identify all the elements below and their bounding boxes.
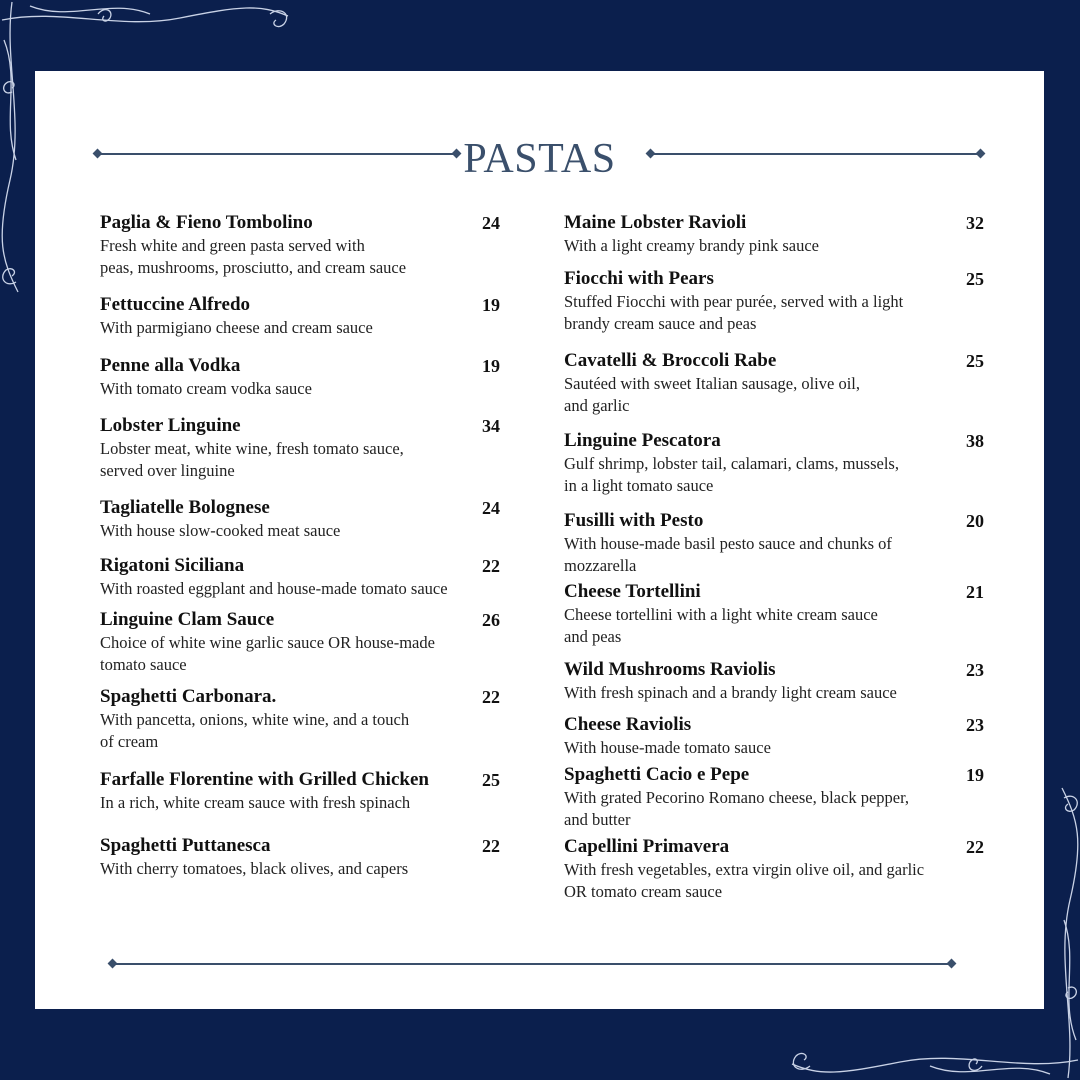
menu-item-description: With tomato cream vodka sauce — [100, 379, 312, 398]
title-row — [35, 135, 1044, 185]
menu-item-name: Lobster Linguine — [100, 415, 241, 436]
menu-item-price: 32 — [966, 213, 984, 233]
menu-item-header — [100, 554, 500, 578]
menu-item-name: Fettuccine Alfredo — [100, 294, 251, 315]
menu-item-price: 25 — [966, 269, 984, 289]
menu-item-header — [100, 685, 500, 709]
menu-item-header — [100, 834, 500, 858]
menu-item — [564, 835, 984, 903]
menu-item-header — [564, 658, 984, 682]
menu-item — [100, 834, 500, 880]
menu-item-name: Fiocchi with Pears — [564, 268, 714, 289]
menu-item-description: With cherry tomatoes, black olives, and capers — [100, 859, 409, 878]
menu-item-description: With house-made basil pesto sauce and chunks of mozzarella — [564, 534, 892, 575]
menu-item — [564, 211, 984, 257]
menu-item-header — [100, 211, 500, 235]
menu-item-price: 38 — [966, 431, 984, 451]
menu-item — [564, 658, 984, 704]
menu-item — [100, 554, 500, 600]
menu-item-name: Spaghetti Puttanesca — [100, 835, 271, 856]
menu-item-description: With fresh vegetables, extra virgin olive oil, and garlic OR tomato cream sauce — [564, 860, 925, 901]
menu-item — [564, 763, 984, 831]
menu-item — [100, 293, 500, 339]
menu-item-description: With roasted eggplant and house-made tomato sauce — [100, 579, 448, 598]
menu-item-name: Cheese Tortellini — [564, 581, 701, 602]
menu-item-header — [564, 835, 984, 859]
menu-item-header — [564, 763, 984, 787]
menu-item-price: 24 — [482, 213, 500, 233]
menu-item-price: 25 — [482, 770, 500, 790]
menu-item-price: 22 — [966, 837, 984, 857]
menu-item-name: Fusilli with Pesto — [564, 510, 704, 531]
menu-item-name: Wild Mushrooms Raviolis — [564, 659, 776, 680]
menu-item — [100, 211, 500, 279]
menu-item-header — [100, 414, 500, 438]
menu-item-price: 21 — [966, 582, 984, 602]
menu-item — [100, 685, 500, 753]
menu-item-price: 22 — [482, 687, 500, 707]
menu-item-description: Cheese tortellini with a light white cream sauce and peas — [564, 605, 878, 646]
title-rule-right — [651, 153, 980, 155]
menu-item-description: Choice of white wine garlic sauce OR house-made tomato sauce — [100, 633, 435, 674]
menu-item-name: Linguine Pescatora — [564, 430, 721, 451]
menu-item-description: With pancetta, onions, white wine, and a touch of cream — [100, 710, 410, 751]
menu-item-header — [564, 509, 984, 533]
menu-item-price: 24 — [482, 498, 500, 518]
menu-item — [100, 768, 500, 814]
menu-item-description: With house slow-cooked meat sauce — [100, 521, 341, 540]
menu-item-header — [564, 349, 984, 373]
menu-item-name: Paglia & Fieno Tombolino — [100, 212, 313, 233]
menu-item-description: With a light creamy brandy pink sauce — [564, 236, 820, 255]
menu-item — [564, 713, 984, 759]
menu-item-description: With grated Pecorino Romano cheese, black pepper, and butter — [564, 788, 910, 829]
menu-item-header — [564, 580, 984, 604]
menu-item-description: With fresh spinach and a brandy light cream sauce — [564, 683, 897, 702]
menu-item — [100, 414, 500, 482]
menu-item-header — [564, 713, 984, 737]
menu-item-name: Farfalle Florentine with Grilled Chicken — [100, 769, 429, 790]
menu-item-description: Gulf shrimp, lobster tail, calamari, clams, mussels, in a light tomato sauce — [564, 454, 899, 495]
menu-item-header — [100, 608, 500, 632]
menu-title: PASTAS — [463, 136, 616, 182]
menu-item-header — [100, 496, 500, 520]
menu-item-name: Capellini Primavera — [564, 836, 730, 857]
menu-item-price: 20 — [966, 511, 984, 531]
menu-item — [564, 580, 984, 648]
menu-item-price: 34 — [482, 416, 500, 436]
menu-item-description: With parmigiano cheese and cream sauce — [100, 318, 373, 337]
menu-item-name: Penne alla Vodka — [100, 355, 241, 376]
menu-item-name: Cheese Raviolis — [564, 714, 692, 735]
menu-item-name: Spaghetti Carbonara. — [100, 686, 277, 707]
menu-panel — [35, 71, 1044, 1009]
menu-item — [564, 429, 984, 497]
menu-item — [564, 267, 984, 335]
menu-item-description: Fresh white and green pasta served with peas, mushrooms, prosciutto, and cream sauce — [100, 236, 407, 277]
menu-item-description: In a rich, white cream sauce with fresh spinach — [100, 793, 411, 812]
menu-item-description: Lobster meat, white wine, fresh tomato sauce, served over linguine — [100, 439, 404, 480]
menu-item — [100, 608, 500, 676]
menu-item-price: 23 — [966, 715, 984, 735]
menu-item-header — [100, 768, 500, 792]
menu-item-price: 22 — [482, 836, 500, 856]
menu-item-header — [100, 293, 500, 317]
menu-item — [100, 354, 500, 400]
menu-item-header — [564, 211, 984, 235]
menu-item-price: 25 — [966, 351, 984, 371]
menu-item-description: Stuffed Fiocchi with pear purée, served with a light brandy cream sauce and peas — [564, 292, 904, 333]
menu-item-header — [100, 354, 500, 378]
menu-item-price: 26 — [482, 610, 500, 630]
menu-item-header — [564, 429, 984, 453]
menu-item-name: Maine Lobster Ravioli — [564, 212, 747, 233]
menu-item-price: 19 — [966, 765, 984, 785]
menu-item-name: Linguine Clam Sauce — [100, 609, 275, 630]
menu-item — [100, 496, 500, 542]
menu-item-price: 22 — [482, 556, 500, 576]
bottom-rule — [113, 963, 951, 965]
menu-item-price: 19 — [482, 356, 500, 376]
menu-item-description: Sautéed with sweet Italian sausage, olive oil, and garlic — [564, 374, 861, 415]
menu-item-price: 23 — [966, 660, 984, 680]
menu-item-price: 19 — [482, 295, 500, 315]
menu-item-name: Cavatelli & Broccoli Rabe — [564, 350, 777, 371]
menu-item-name: Spaghetti Cacio e Pepe — [564, 764, 750, 785]
menu-item — [564, 509, 984, 577]
menu-item — [564, 349, 984, 417]
menu-item-header — [564, 267, 984, 291]
menu-item-name: Tagliatelle Bolognese — [100, 497, 270, 518]
menu-item-name: Rigatoni Siciliana — [100, 555, 245, 576]
menu-item-description: With house-made tomato sauce — [564, 738, 771, 757]
